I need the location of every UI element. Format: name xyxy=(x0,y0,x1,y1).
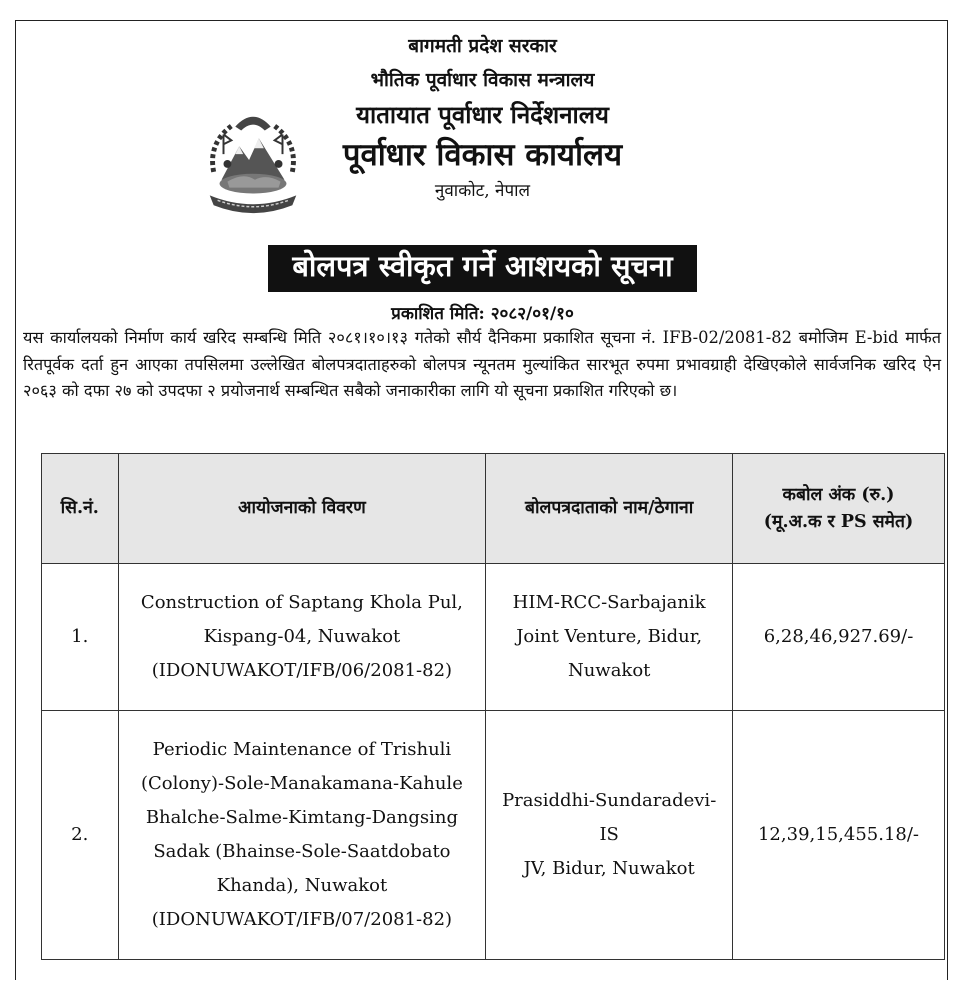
cell-bidder xyxy=(486,564,733,711)
desc-line: Sadak (Bhainse-Sole-Saatdobato xyxy=(153,841,451,862)
header-line-location: नुवाकोट, नेपाल xyxy=(434,181,531,202)
header-amount-line2: (मू.अ.क र PS समेत) xyxy=(763,511,914,532)
table-header-row xyxy=(42,454,945,564)
cell-sn: 2. xyxy=(42,711,119,960)
header-line-directorate: यातायात पूर्वाधार निर्देशनालय xyxy=(356,99,609,129)
cell-description xyxy=(118,711,486,960)
notice-title: बोलपत्र स्वीकृत गर्ने आशयको सूचना xyxy=(268,245,696,292)
bidder-line: Prasiddhi-Sundaradevi-IS xyxy=(502,790,717,845)
bidder-line: Joint Venture, Bidur, xyxy=(516,626,703,647)
desc-line: Bhalche-Salme-Kimtang-Dangsing xyxy=(145,807,458,828)
cell-bidder xyxy=(486,711,733,960)
cell-sn: 1. xyxy=(42,564,119,711)
header-sn: सि.नं. xyxy=(42,454,119,564)
bidder-line: JV, Bidur, Nuwakot xyxy=(523,858,695,879)
nepal-government-emblem-icon xyxy=(194,103,312,221)
header-amount-line1: कबोल अंक (रु.) xyxy=(782,485,895,506)
desc-line: Kispang-04, Nuwakot xyxy=(203,626,401,647)
desc-line: (Colony)-Sole-Manakamana-Kahule xyxy=(140,773,463,794)
cell-description xyxy=(118,564,486,711)
table-row xyxy=(42,711,945,960)
desc-line: Construction of Saptang Khola Pul, xyxy=(140,592,463,613)
header-bidder: बोलपत्रदाताको नाम/ठेगाना xyxy=(486,454,733,564)
header-description: आयोजनाको विवरण xyxy=(118,454,486,564)
desc-line: Periodic Maintenance of Trishuli xyxy=(152,739,452,760)
header-line-province: बागमती प्रदेश सरकार xyxy=(408,35,557,57)
cell-amount: 6,28,46,927.69/- xyxy=(733,564,945,711)
header-amount xyxy=(733,454,945,564)
notice-body: यस कार्यालयको निर्माण कार्य खरिद सम्बन्धि मिति २०८१।१०।१३ गतेको सौर्य दैनिकमा प्रकाशित सूचना नं. IFB-02/2081-82 बमोजिम E-bid मार्फत रितपूर्वक दर्ता हुन आएका तपसिलमा उल्लेखित बोलपत्रदाताहरुको बोलपत्र न्यूनतम मुल्यांकित सारभूत रुपमा प्रभावग्राही देखिएकोले सार्वजनिक खरिद ऐन २०६३ को दफा २७ को उपदफा २ प्रयोजनार्थ सम्बन्धित सबैको जनाकारीका लागि यो सूचना प्रकाशित गरिएको छ। xyxy=(23,328,941,400)
desc-line: (IDONUWAKOT/IFB/07/2081-82) xyxy=(151,909,453,930)
header-line-ministry: भौतिक पूर्वाधार विकास मन्त्रालय xyxy=(370,68,595,91)
header-line-office: पूर्वाधार विकास कार्यालय xyxy=(342,136,623,173)
desc-line: Khanda), Nuwakot xyxy=(216,875,388,896)
notice-frame xyxy=(15,20,948,980)
table-row xyxy=(42,564,945,711)
notice-title-wrap xyxy=(16,245,949,292)
office-header xyxy=(16,35,949,203)
published-date: प्रकाशित मिति: २०८२/०१/१० xyxy=(391,304,574,324)
desc-line: (IDONUWAKOT/IFB/06/2081-82) xyxy=(151,660,453,681)
bid-table xyxy=(41,453,945,960)
bidder-line: HIM-RCC-Sarbajanik xyxy=(512,592,706,613)
cell-amount: 12,39,15,455.18/- xyxy=(733,711,945,960)
bidder-line: Nuwakot xyxy=(567,660,651,681)
